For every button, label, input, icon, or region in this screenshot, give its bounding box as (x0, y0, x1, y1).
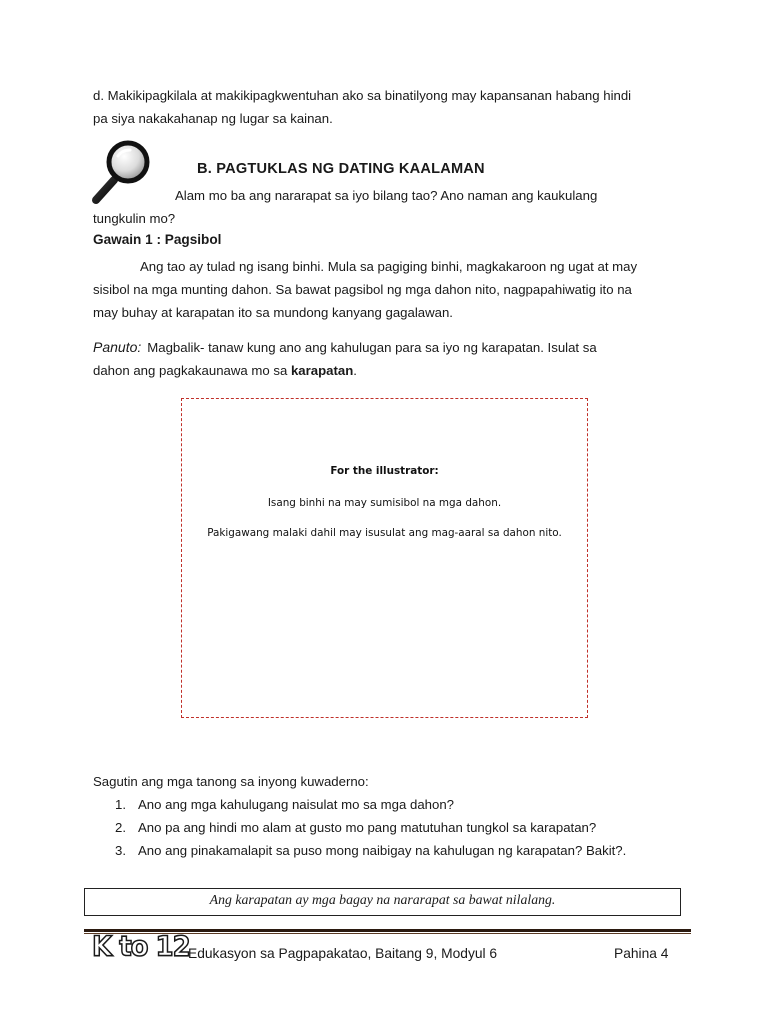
activity-body (93, 255, 693, 324)
section-intro-line2: tungkulin mo? (93, 211, 176, 226)
key-concept-box: Ang karapatan ay mga bagay na nararapat sa bawat nilalang. (84, 888, 681, 916)
question-item (93, 839, 713, 862)
logo-text: K to 12 (92, 931, 190, 963)
instructions-line2-prefix: dahon ang pagkakaunawa mo sa (93, 363, 291, 378)
question-number: 2. (115, 820, 126, 835)
illustrator-note-heading: For the illustrator: (330, 465, 439, 477)
question-number: 3. (115, 843, 126, 858)
instructions (93, 336, 693, 382)
illustrator-note-line2: Pakigawang malaki dahil may isusulat ang mag-aaral sa dahon nito. (207, 527, 562, 539)
answer-choice-d (93, 84, 693, 130)
illustrator-note-line1: Isang binhi na may sumisibol na mga dahon. (267, 497, 502, 509)
illustration-placeholder-box (181, 398, 588, 718)
activity-body-line1-text: Ang tao ay tulad ng isang binhi. Mula sa pagiging binhi, magkakaroon ng ugat at may (140, 259, 638, 274)
question-text: Ano ang pinakamalapit sa puso mong naibigay na kahulugan ng karapatan? Bakit?. (138, 843, 627, 858)
section-title: B. PAGTUKLAS NG DATING KAALAMAN (197, 161, 485, 177)
instructions-keyword: karapatan (290, 363, 354, 378)
question-item (93, 793, 713, 816)
k-to-12-logo (92, 931, 190, 963)
activity-title: Gawain 1 : Pagsibol (93, 232, 222, 247)
section-intro-line1 (93, 184, 693, 207)
answer-choice-d-line1: d. Makikipagkilala at makikipagkwentuhan ako sa binatilyong may kapansanan habang hindi (93, 88, 632, 103)
instructions-label: Panuto: (93, 339, 142, 355)
activity-body-line1 (93, 255, 693, 278)
section-intro-line1-text: Alam mo ba ang nararapat sa iyo bilang tao? Ano naman ang kaukulang (175, 188, 598, 203)
page-number: Pahina 4 (614, 946, 669, 961)
instructions-line2-suffix: . (353, 363, 357, 378)
questions-list (93, 793, 713, 862)
question-text: Ano ang mga kahulugang naisulat mo sa mga dahon? (138, 797, 454, 812)
question-text: Ano pa ang hindi mo alam at gusto mo pang matutuhan tungkol sa karapatan? (138, 820, 597, 835)
instructions-line1 (93, 336, 693, 359)
instructions-line1-text: Magbalik- tanaw kung ano ang kahulugan para sa iyo ng karapatan. Isulat sa (147, 340, 597, 355)
activity-body-line3: may buhay at karapatan ito sa mundong kanyang gagalawan. (93, 305, 453, 320)
section-intro (93, 184, 693, 230)
instructions-line2 (93, 359, 693, 382)
question-item (93, 816, 713, 839)
footer-module-title: Edukasyon sa Pagpapakatao, Baitang 9, Modyul 6 (188, 946, 498, 961)
question-number: 1. (115, 797, 126, 812)
activity-body-line2: sisibol na mga munting dahon. Sa bawat pagsibol ng mga dahon nito, nagpapahiwatig ito na (93, 282, 632, 297)
questions-intro: Sagutin ang mga tanong sa inyong kuwaderno: (93, 774, 369, 789)
answer-choice-d-line2: pa siya nakakahanap ng lugar sa kainan. (93, 111, 333, 126)
